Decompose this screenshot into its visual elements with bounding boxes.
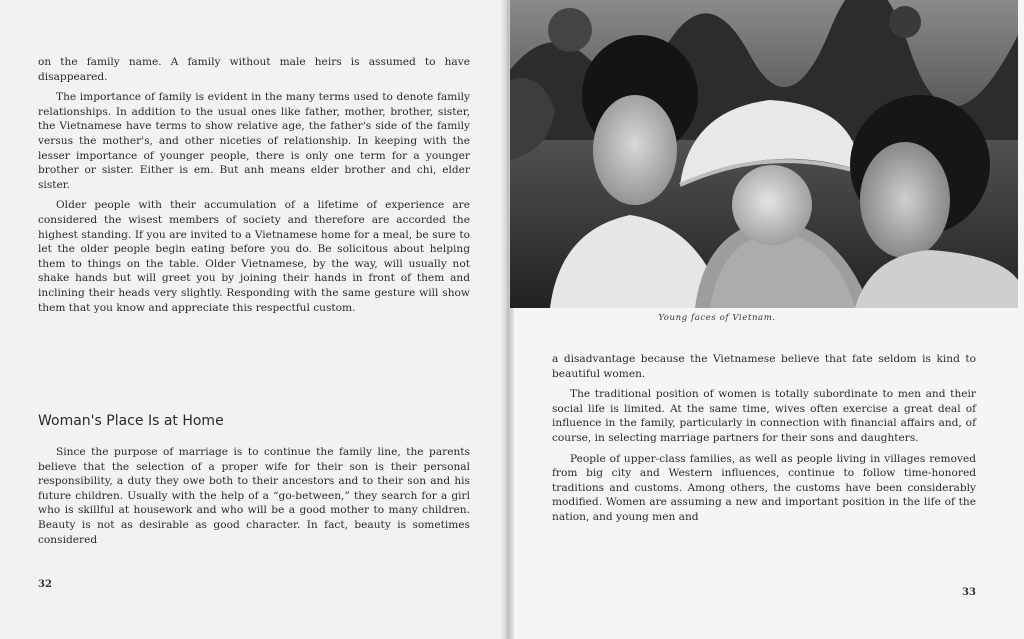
paragraph: Since the purpose of marriage is to continue the family line, the parents believe that the selection of a proper wife for their son is their personal responsibility, a duty they owe both to their ancestors and to their son and his future children. Usually with the help of a “go-between,” they search for a girl who is skillful at housework and who will be a good mother to many children. Beauty is not as desirable as good character. In fact, beauty is sometimes considered xyxy=(38,446,470,546)
photo-caption: Young faces of Vietnam. xyxy=(658,313,776,323)
left-body-text xyxy=(38,55,470,315)
page-number-left: 32 xyxy=(38,579,52,590)
paragraph: on the family name. A family without male heirs is assumed to have disappeared. xyxy=(38,56,470,83)
paragraph: People of upper-class families, as well as people living in villages removed from big city and Western influences, continue to follow time-honored traditions and customs. Among others, the customs have been considerably modified. Women are assuming a new and important position in the life of the nation, and young men and xyxy=(552,452,976,523)
paragraph: The traditional position of women is totally subordinate to men and their social life is limited. At the same time, wives often exercise a great deal of influence in the family, particularly in connection with financial affairs and, of course, in selecting marriage partners for their sons and daughters. xyxy=(552,388,976,444)
page-number-right: 33 xyxy=(962,587,976,598)
paragraph: a disadvantage because the Vietnamese believe that fate seldom is kind to beautiful women. xyxy=(552,353,976,380)
photo-of-two-women-and-child xyxy=(510,0,1018,308)
paragraph: Older people with their accumulation of a lifetime of experience are considered the wisest members of society and therefore are accorded the highest standing. If you are invited to a Vietnamese home for a meal, be sure to let the older people begin eating before you do. Be solicitous about helping them to things on the table. Older Vietnamese, by the way, will usually not shake hands but will greet you by joining their hands in front of them and inclining their heads very slightly. Responding with the same gesture will show them that you know and appreciate this respectful custom. xyxy=(38,199,470,314)
photo-illustration xyxy=(510,0,1018,308)
left-body-text-bottom xyxy=(38,445,470,547)
section-heading: Woman's Place Is at Home xyxy=(38,413,224,429)
right-body-text xyxy=(552,352,976,525)
paragraph: The importance of family is evident in the many terms used to denote family relationships. In addition to the usual ones like father, mother, brother, sister, the Vietnamese have terms to show relative age, the father's side of the family versus the mother's, and other niceties of relationship. In keeping with the lesser importance of younger people, there is only one term for a younger brother or sister. Either is em. But anh means elder brother and chi, elder sister. xyxy=(38,91,470,191)
